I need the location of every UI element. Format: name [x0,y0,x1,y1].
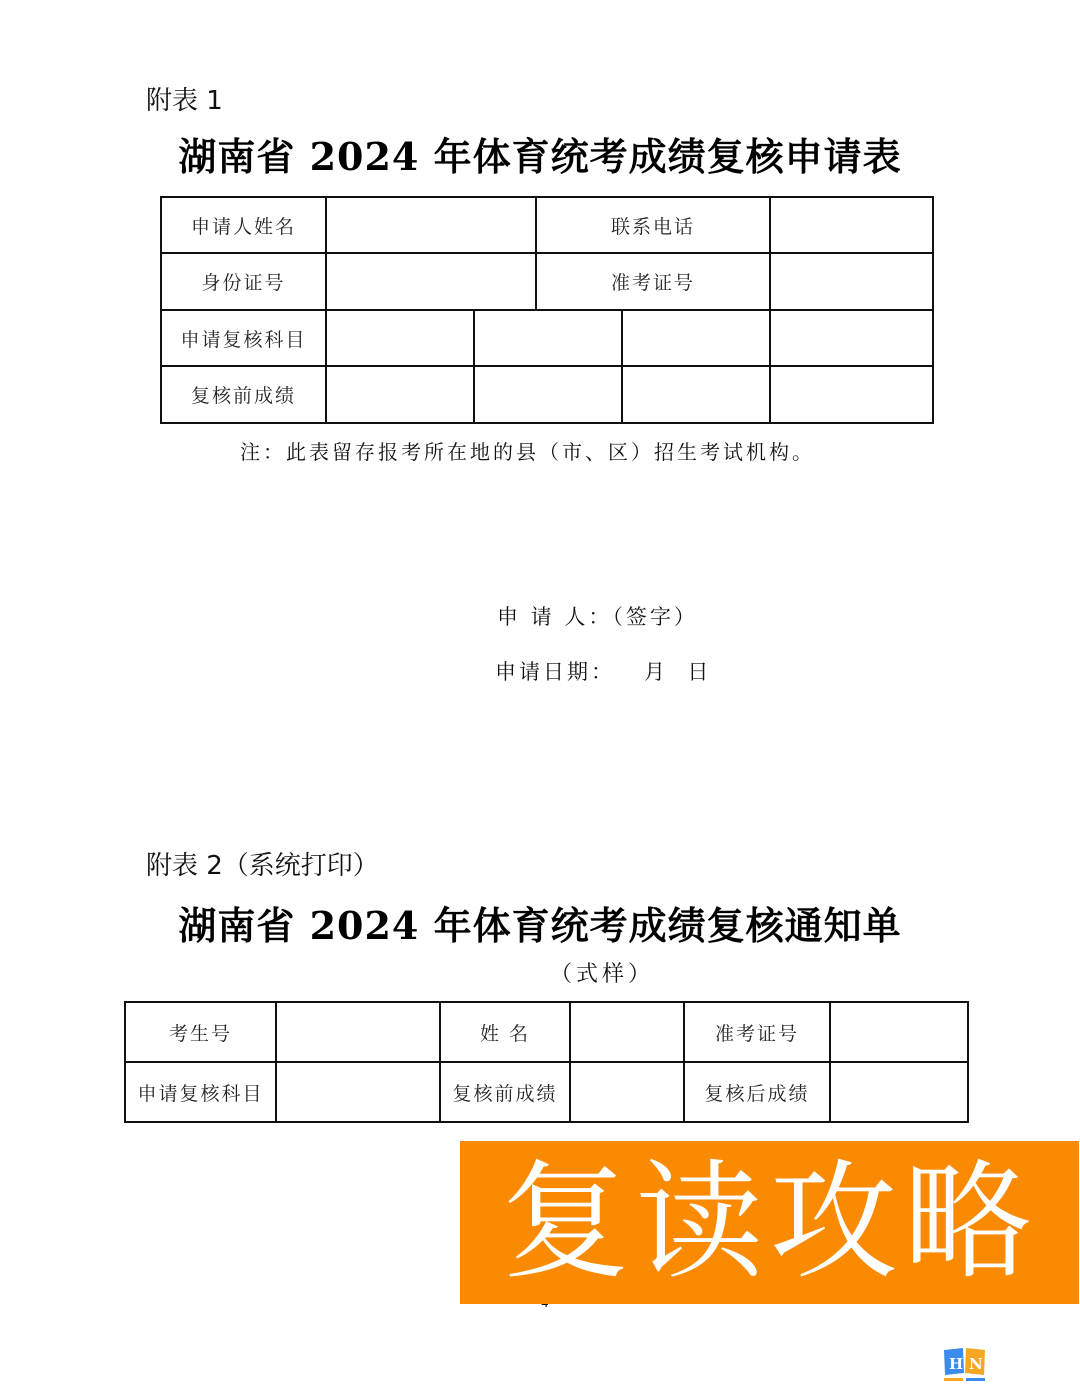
candidate-number-value [276,1002,440,1062]
review-subject-field-4[interactable] [770,310,933,366]
name-value [570,1002,684,1062]
pre-review-score-field-1[interactable] [326,366,474,423]
pre-review-score-field-3[interactable] [622,366,770,423]
pre-review-score-value [570,1062,684,1122]
annex-1-label: 附表 1 [146,86,223,116]
pre-review-score-field-2[interactable] [474,366,622,423]
review-subjects-label: 申请复核科目 [161,310,326,366]
phone-field[interactable] [770,197,933,253]
sample-subtitle: （式样） [550,962,655,987]
pre-review-score-label: 复核前成绩 [161,366,326,423]
watermark-text: 复读攻略 [501,1147,1038,1297]
application-form-title: 湖南省 2024 年体育统考成绩复核申请表 [178,134,902,179]
review-subjects-value [276,1062,440,1122]
post-review-score-value [830,1062,968,1122]
review-subject-field-3[interactable] [622,310,770,366]
exam-ticket-label: 准考证号 [536,253,770,310]
review-subjects-label: 申请复核科目 [125,1062,276,1122]
pre-review-score-label: 复核前成绩 [440,1062,570,1122]
name-label: 姓 名 [440,1002,570,1062]
table-row [125,1062,968,1122]
post-review-score-label: 复核后成绩 [684,1062,830,1122]
review-notice-table [124,1001,969,1123]
applicant-name-field[interactable] [326,197,536,253]
hn-book-logo-icon [942,1347,988,1385]
id-number-label: 身份证号 [161,253,326,310]
annex-2-label: 附表 2（系统打印） [146,851,379,881]
application-date-line: 申请日期： 月 日 [495,660,712,684]
applicant-signature-line: 申 请 人：（签字） [497,605,698,629]
logo-letter-n: N [969,1355,983,1373]
table-row [161,310,933,366]
pre-review-score-field-4[interactable] [770,366,933,423]
logo-letter-h: H [949,1355,964,1373]
notice-title: 湖南省 2024 年体育统考成绩复核通知单 [178,903,902,948]
watermark-banner [460,1141,1079,1304]
review-subject-field-1[interactable] [326,310,474,366]
review-subject-field-2[interactable] [474,310,622,366]
table-row [161,253,933,310]
table-row [161,197,933,253]
exam-ticket-label: 准考证号 [684,1002,830,1062]
candidate-number-label: 考生号 [125,1002,276,1062]
phone-label: 联系电话 [536,197,770,253]
table-row [125,1002,968,1062]
applicant-name-label: 申请人姓名 [161,197,326,253]
exam-ticket-value [830,1002,968,1062]
form-note: 注：此表留存报考所在地的县（市、区）招生考试机构。 [240,440,815,464]
exam-ticket-field[interactable] [770,253,933,310]
table-row [161,366,933,423]
review-application-table [160,196,934,424]
id-number-field[interactable] [326,253,536,310]
